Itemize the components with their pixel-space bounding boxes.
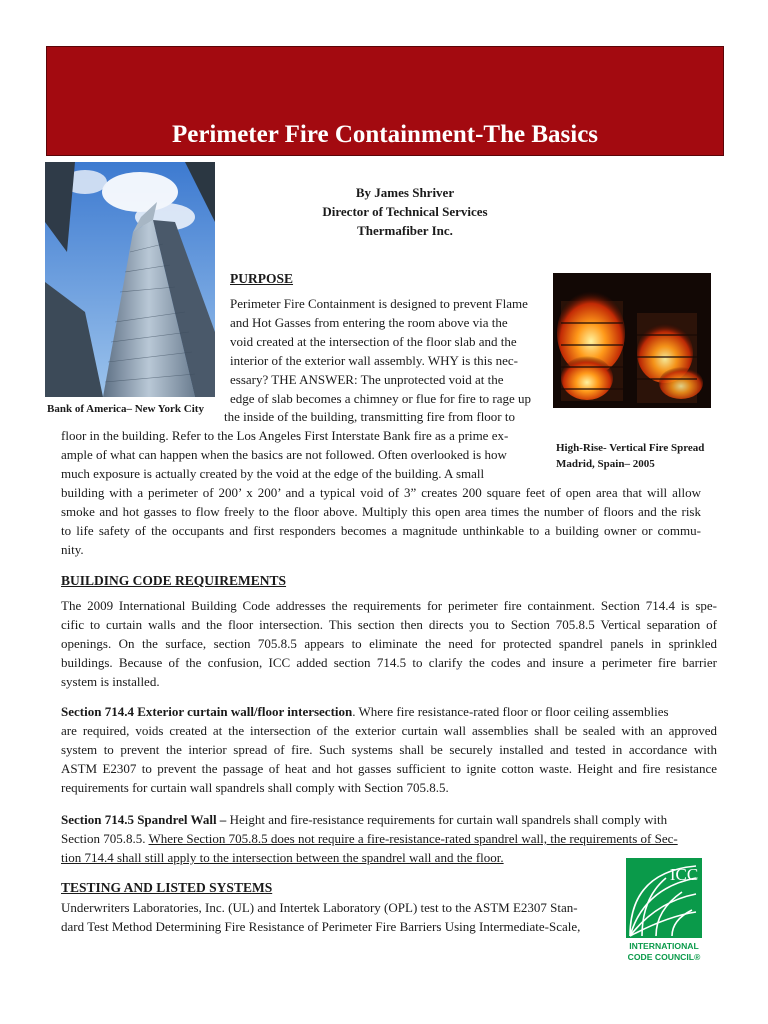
right-caption-line2: Madrid, Spain– 2005 [556, 458, 655, 470]
code-line: cific to curtain walls and the floor intersection. This section then directs you to Section 705.8.5 Vertical separation of [61, 617, 717, 632]
skyscraper-photo [45, 162, 215, 397]
testing-heading: TESTING AND LISTED SYSTEMS [61, 880, 273, 895]
purpose-line: smoke and hot gasses to flow freely to the floor above. Multiply this open area times the number of floors and the risk [61, 504, 701, 519]
icc-logo [626, 858, 702, 962]
purpose-line: the inside of the building, transmitting fire from floor to [224, 409, 516, 424]
left-photo-caption: Bank of America– New York City [47, 403, 204, 415]
purpose-line: to life safety of the occupants and first responders becomes a magnitude unthinkable to a building owner or commu- [61, 523, 701, 538]
section-714-4-line: are required, voids created at the intersection of the exterior curtain wall assemblies shall be sealed with an approved [61, 723, 717, 738]
icc-abbr: ICC [669, 865, 699, 884]
purpose-line: and Hot Gasses from entering the room above via the [230, 315, 508, 330]
author-role: Director of Technical Services [322, 204, 488, 219]
testing-line: Underwriters Laboratories, Inc. (UL) and Intertek Laboratory (OPL) test to the ASTM E2307 Stan- [61, 900, 578, 915]
purpose-line: edge of slab becomes a chimney or flue for fire to rage up [230, 391, 532, 406]
section-714-5-underlined: Where Section 705.8.5 does not require a fire-resistance-rated spandrel wall, the requirements of Sec- [148, 831, 678, 846]
section-714-4-title: Section 714.4 Exterior curtain wall/floor intersection [61, 704, 353, 719]
section-714-4-line: requirements for curtain wall spandrels shall comply with Section 705.8.5. [61, 780, 449, 795]
building-fire-photo [553, 273, 711, 408]
section-714-5-second-line [61, 830, 678, 848]
purpose-line: essary? THE ANSWER: The unprotected void at the [230, 372, 504, 387]
section-714-5-ref: Section 705.8.5. [61, 831, 149, 846]
section-714-4-text: . Where fire resistance-rated floor or floor ceiling assemblies [352, 704, 669, 719]
section-714-5-underlined-line: tion 714.4 shall still apply to the intersection between the spandrel wall and the floor. [61, 850, 504, 865]
purpose-line: much exposure is actually created by the void at the edge of the building. A small [61, 466, 485, 481]
section-714-4-line: ASTM E2307 to prevent the passage of heat and hot gasses sufficient to ignite cotton waste. Height and fire resistance [61, 761, 717, 776]
purpose-line: interior of the exterior wall assembly. WHY is this nec- [230, 353, 518, 368]
author: By James Shriver [355, 185, 455, 200]
purpose-line: floor in the building. Refer to the Los Angeles First Interstate Bank fire as a prime ex- [61, 428, 509, 443]
purpose-line: Perimeter Fire Containment is designed to prevent Flame [230, 296, 528, 311]
code-line: The 2009 International Building Code addresses the requirements for perimeter fire containment. Section 714.4 is spe- [61, 598, 717, 613]
purpose-line: nity. [61, 542, 84, 557]
testing-line: dard Test Method Determining Fire Resistance of Perimeter Fire Barriers Using Intermediate-Scale, [61, 919, 581, 934]
icc-name-line2: CODE COUNCIL® [627, 952, 701, 962]
icc-name-line1: INTERNATIONAL [629, 941, 699, 951]
author-company: Thermafiber Inc. [357, 223, 453, 238]
page-title: Perimeter Fire Containment-The Basics [171, 121, 599, 148]
section-714-4-first-line [61, 703, 669, 721]
purpose-line: void created at the intersection of the floor slab and the [230, 334, 517, 349]
code-line: openings. On the surface, section 705.8.5 appears to eliminate the need for protected spandrel panels in sprinkled [61, 636, 717, 651]
purpose-heading: PURPOSE [230, 271, 294, 286]
byline [250, 183, 560, 240]
section-714-4-line: system to prevent the interior spread of fire. Such systems shall be securely installed and tested in accordance with [61, 742, 717, 757]
title-banner [46, 46, 724, 156]
section-714-5-first-line [61, 811, 667, 829]
section-714-5-title: Section 714.5 Spandrel Wall – [61, 812, 227, 827]
right-photo-caption [556, 440, 716, 472]
code-heading: BUILDING CODE REQUIREMENTS [61, 573, 287, 588]
code-line: system is installed. [61, 674, 160, 689]
code-line: buildings. Because of the confusion, ICC added section 714.5 to clarify the codes and insure a perimeter fire barrier [61, 655, 717, 670]
right-caption-line1: High-Rise- Vertical Fire Spread [556, 442, 705, 454]
purpose-line: building with a perimeter of 200’ x 200’ and a typical void of 3” creates 200 square feet of open area that will allow [61, 485, 701, 500]
purpose-line: ample of what can happen when the basics are not followed. Often overlooked is how [61, 447, 507, 462]
section-714-5-text: Height and fire-resistance requirements for curtain wall spandrels shall comply with [226, 812, 668, 827]
